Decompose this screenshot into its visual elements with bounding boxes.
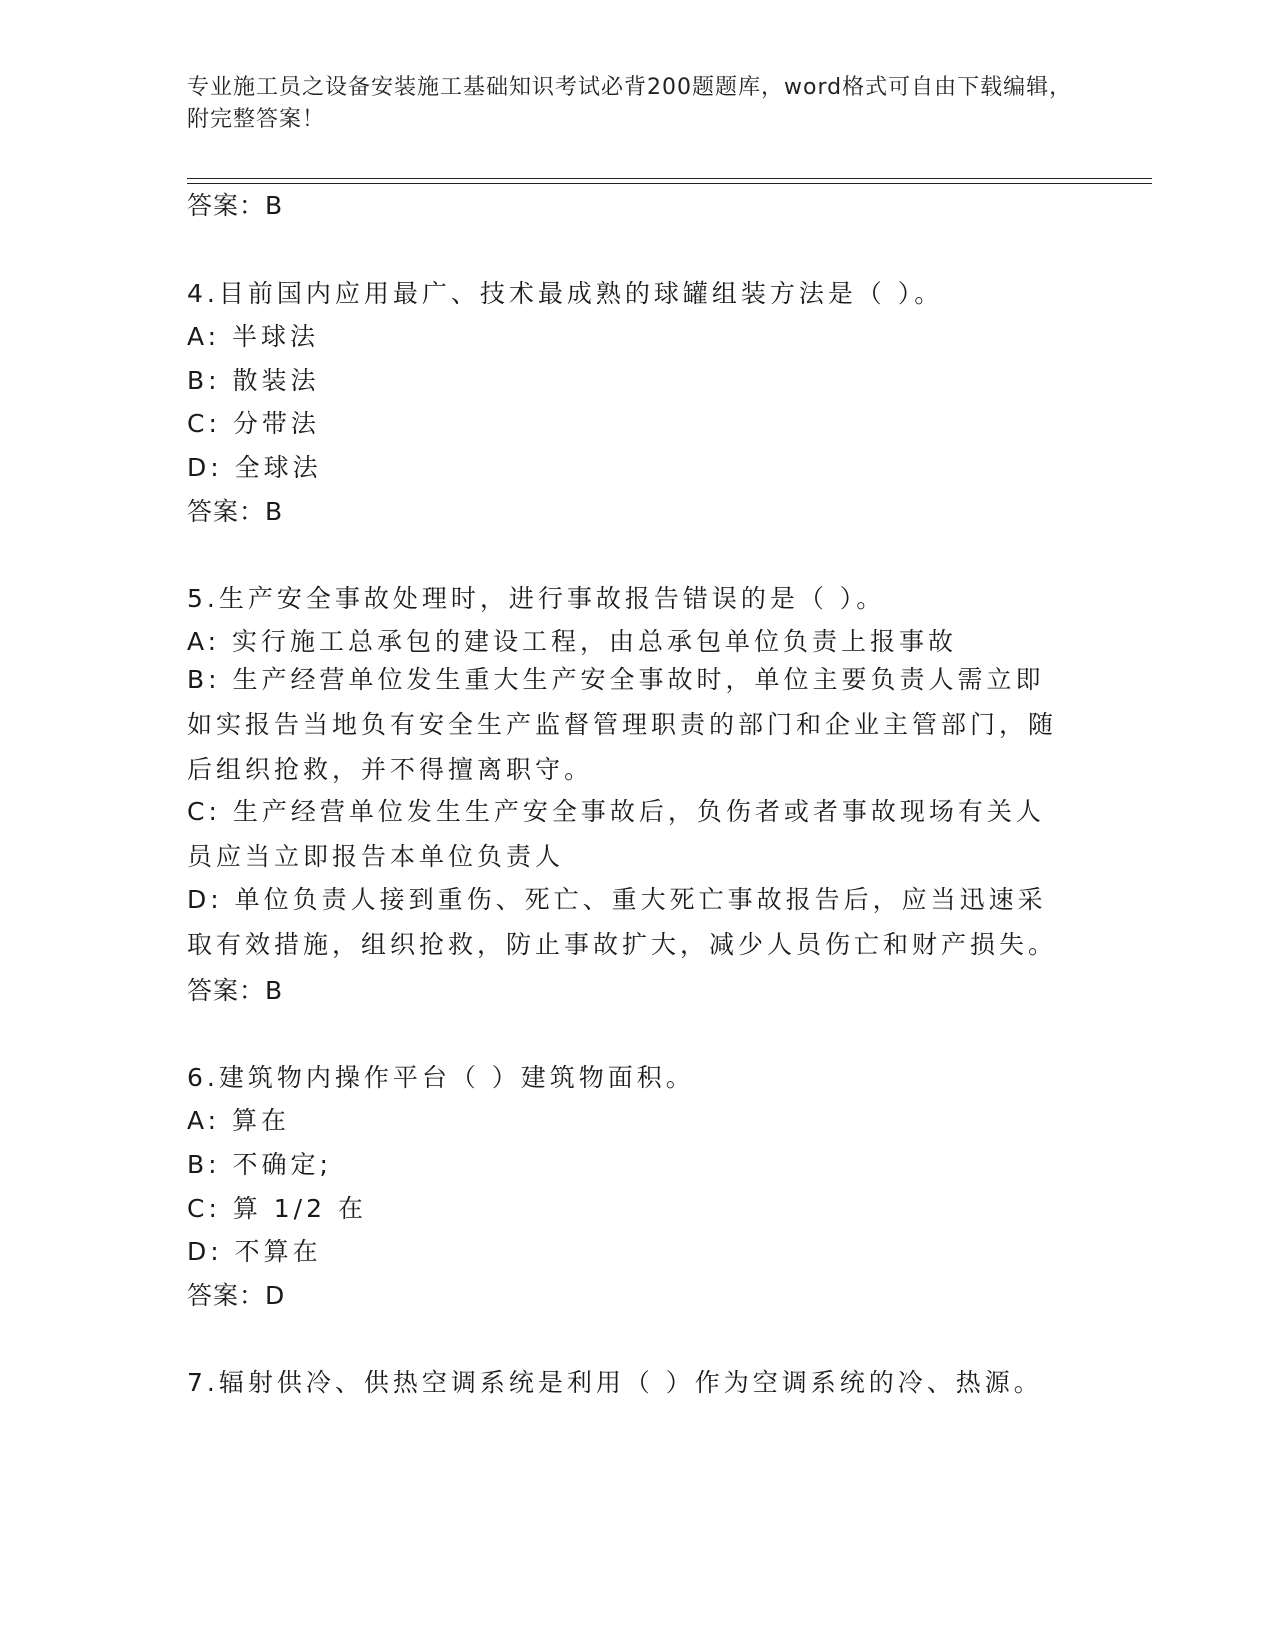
question-4-option-a: A: 半球法 [187,322,320,351]
question-4-stem: 4.目前国内应用最广、技术最成熟的球罐组装方法是（ ）。 [187,279,944,308]
question-4-option-c: C: 分带法 [187,409,320,438]
question-5-option-b: B: 生产经营单位发生重大生产安全事故时，单位主要负责人需立即如实报告当地负有安全生产监督管理职责的部门和企业主管部门，随后组织抢救，并不得擅离职守。 [187,665,1058,784]
question-6-option-a: A: 算在 [187,1106,291,1135]
question-6-stem: 6.建筑物内操作平台（ ）建筑物面积。 [187,1063,695,1092]
question-6-option-c: C: 算 1/2 在 [187,1194,367,1223]
question-5-stem: 5.生产安全事故处理时，进行事故报告错误的是（ ）。 [187,584,886,613]
question-4-option-d: D: 全球法 [187,453,322,482]
header-divider-bottom [187,183,1152,184]
question-5-option-a: A: 实行施工总承包的建设工程，由总承包单位负责上报事故 [187,627,958,656]
question-5-option-c: C: 生产经营单位发生生产安全事故后，负伤者或者事故现场有关人员应当立即报告本单位负责人 [187,797,1045,871]
question-4-answer: 答案：B [187,497,284,526]
prev-answer: 答案：B [187,191,284,220]
document-header: 专业施工员之设备安装施工基础知识考试必背200题题库，word格式可自由下载编辑，附完整答案！ [187,75,1073,132]
header-divider-top [187,178,1152,179]
question-4-option-b: B: 散装法 [187,366,320,395]
question-6-option-b: B: 不确定; [187,1150,332,1179]
question-6-answer: 答案：D [187,1281,286,1310]
question-5-answer: 答案：B [187,976,284,1005]
question-6-option-d: D: 不算在 [187,1237,322,1266]
question-7-stem: 7.辐射供冷、供热空调系统是利用（ ）作为空调系统的冷、热源。 [187,1368,1043,1397]
question-5-option-d: D: 单位负责人接到重伤、死亡、重大死亡事故报告后，应当迅速采取有效措施，组织抢救，防止事故扩大，减少人员伤亡和财产损失。 [187,885,1058,959]
